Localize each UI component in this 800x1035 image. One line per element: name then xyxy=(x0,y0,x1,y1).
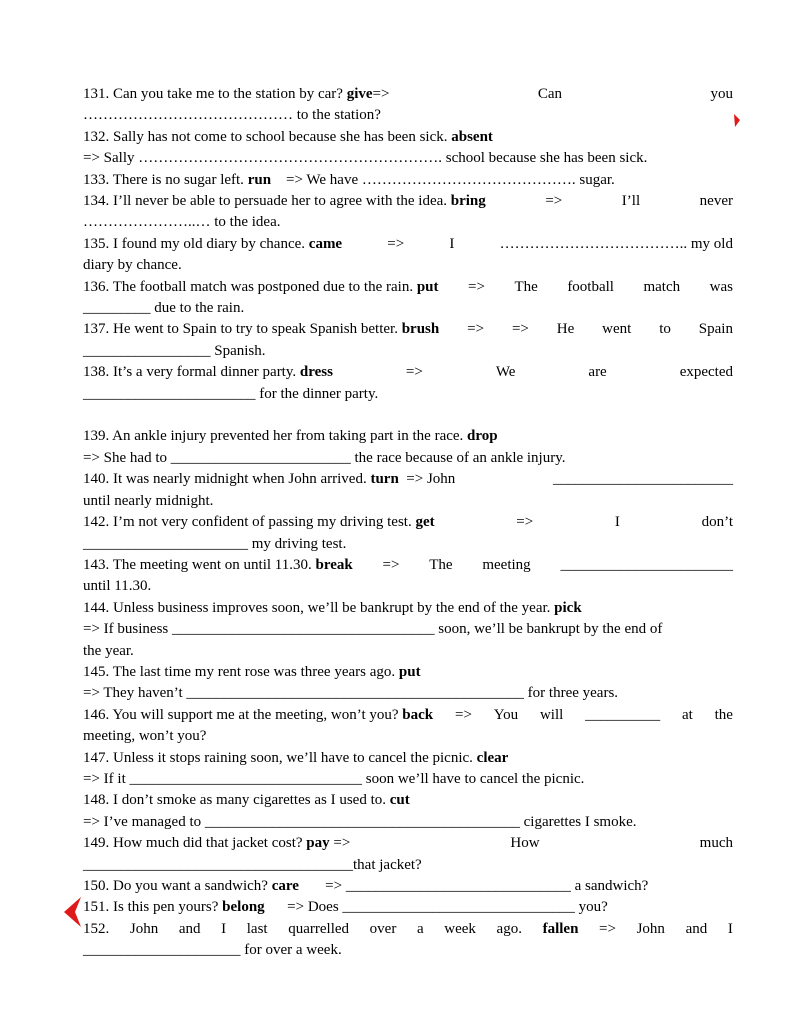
exercise-138 xyxy=(83,362,733,405)
answer-word: the xyxy=(714,706,733,723)
arrow: => xyxy=(454,706,472,723)
question-text: 148. I don’t smoke as many cigarettes as I used to. xyxy=(83,792,386,809)
keyword: pick xyxy=(554,599,582,616)
answer-word: The xyxy=(514,278,538,295)
keyword: back xyxy=(402,706,434,723)
exercise-140 xyxy=(83,469,733,512)
question-text: 133. There is no sugar left. xyxy=(83,171,244,188)
question-text: 147. Unless it stops raining soon, we’ll have to cancel the picnic. xyxy=(83,749,473,766)
question-text: 146. You will support me at the meeting, won’t you? xyxy=(83,706,399,723)
question-text: 144. Unless business improves soon, we’ll be bankrupt by the end of the year. xyxy=(83,599,551,616)
answer-blank: __________ xyxy=(585,706,661,723)
question-text: 143. The meeting went on until 11.30. xyxy=(83,556,312,573)
answer-line: => ______________________________ a sandwich? xyxy=(325,878,649,895)
answer-word: much xyxy=(699,835,733,852)
answer-blank: ________________________ xyxy=(553,471,733,488)
arrow: => xyxy=(372,86,390,102)
keyword: brush xyxy=(401,321,440,338)
question-text: 149. How much did that jacket cost? xyxy=(83,835,303,852)
answer-word: you xyxy=(710,86,733,102)
answer-word: at xyxy=(681,706,693,723)
arrow: => xyxy=(405,364,423,381)
answer-word: never xyxy=(699,193,733,210)
answer-line: _____________________ for over a week. xyxy=(83,942,342,959)
answer-word: went xyxy=(602,321,632,338)
keyword: run xyxy=(247,171,272,188)
exercise-136 xyxy=(83,277,733,320)
answer-word: match xyxy=(643,278,681,295)
answer-word: football xyxy=(567,278,614,295)
answer-word: expected xyxy=(679,364,733,381)
keyword: dress xyxy=(299,364,333,381)
answer-word: He xyxy=(556,321,575,338)
keyword: fallen xyxy=(542,920,579,937)
answer-line: => Sally ……………………………………………………. school because she has been sick. xyxy=(83,150,648,167)
answer-line: meeting, won’t you? xyxy=(83,728,207,745)
arrow: => xyxy=(467,321,485,338)
answer-line: _______________________ for the dinner party. xyxy=(83,385,379,402)
keyword: put xyxy=(398,663,421,680)
question-text: 139. An ankle injury prevented her from taking part in the race. xyxy=(83,428,464,445)
answer-word: The xyxy=(429,556,453,573)
exercise-146 xyxy=(83,705,733,748)
answer-line: ____________________________________that jacket? xyxy=(83,856,422,873)
answer-word: John xyxy=(636,920,665,937)
question-text: 151. Is this pen yours? xyxy=(83,899,219,916)
question-word: week xyxy=(444,920,476,937)
red-triangle-marker-icon xyxy=(733,114,741,128)
keyword: turn xyxy=(370,471,399,488)
keyword: belong xyxy=(222,899,265,916)
question-text: 135. I found my old diary by chance. xyxy=(83,235,306,252)
answer-line: => They haven’t _____________________________________________ for three years. xyxy=(83,685,619,702)
question-word: over xyxy=(369,920,397,937)
answer-line: until nearly midnight. xyxy=(83,492,214,509)
answer-word: was xyxy=(709,278,733,295)
answer-line: => If it _______________________________ soon we’ll have to cancel the picnic. xyxy=(83,770,585,787)
answer-word: and xyxy=(685,920,708,937)
keyword: clear xyxy=(476,749,509,766)
answer-line: => I’ve managed to __________________________________________ cigarettes I smoke. xyxy=(83,813,637,830)
answer-word: Spain xyxy=(698,321,733,338)
question-word: and xyxy=(178,920,201,937)
answer-word: meeting xyxy=(482,556,531,573)
answer-line: ______________________ my driving test. xyxy=(83,535,347,552)
question-text: 138. It’s a very formal dinner party. xyxy=(83,364,297,381)
question-word: I xyxy=(221,920,227,937)
exercise-139 xyxy=(83,426,733,469)
exercise-152 xyxy=(83,919,733,962)
answer-line: diary by chance. xyxy=(83,257,182,274)
exercise-144 xyxy=(83,598,733,662)
answer-word: ……………………………….. my old xyxy=(499,235,733,252)
arrow: => xyxy=(511,321,529,338)
question-text: 132. Sally has not come to school because she has been sick. xyxy=(83,128,448,145)
answer-line: …………………………………… to the station? xyxy=(83,107,381,124)
answer-blank: _______________________ xyxy=(560,556,733,573)
exercise-145 xyxy=(83,662,733,705)
answer-line: => Does _______________________________ you? xyxy=(287,899,608,916)
arrow: => xyxy=(333,835,351,852)
spacer xyxy=(83,405,733,426)
answer-word: Can xyxy=(537,86,563,102)
red-chevron-marker-icon xyxy=(64,897,82,927)
exercise-142 xyxy=(83,512,733,555)
exercise-page xyxy=(83,84,733,962)
answer-line: until 11.30. xyxy=(83,578,152,595)
arrow: => xyxy=(468,278,485,295)
arrow: => xyxy=(387,235,405,252)
exercise-132 xyxy=(83,127,733,170)
answer-line: => She had to ________________________ the race because of an ankle injury. xyxy=(83,449,566,466)
answer-word: don’t xyxy=(701,514,733,531)
exercise-149 xyxy=(83,833,733,876)
answer-word: will xyxy=(539,706,564,723)
exercise-137 xyxy=(83,319,733,362)
question-word: last xyxy=(246,920,268,937)
answer-line: …………………..… to the idea. xyxy=(83,214,281,231)
keyword: get xyxy=(415,514,435,531)
keyword: give xyxy=(346,86,373,102)
arrow: => xyxy=(599,920,616,937)
answer-line: => If business ___________________________________ soon, we’ll be bankrupt by the end of xyxy=(83,621,663,638)
keyword: pay xyxy=(306,835,330,852)
keyword: absent xyxy=(451,128,493,145)
exercise-143 xyxy=(83,555,733,598)
answer-line: _________________ Spanish. xyxy=(83,342,266,359)
exercise-131 xyxy=(83,84,733,127)
question-text: 134. I’ll never be able to persuade her to agree with the idea. xyxy=(83,193,448,210)
answer-word: I xyxy=(727,920,733,937)
exercise-151 xyxy=(83,897,733,918)
answer-word: I xyxy=(614,514,620,531)
keyword: bring xyxy=(450,193,486,210)
keyword: came xyxy=(308,235,343,252)
arrow: => xyxy=(382,556,400,573)
keyword: cut xyxy=(389,792,410,809)
answer-word: I xyxy=(449,235,455,252)
exercise-148 xyxy=(83,790,733,833)
question-text: 131. Can you take me to the station by car? xyxy=(83,86,343,102)
exercise-134 xyxy=(83,191,733,234)
answer-word: to xyxy=(659,321,671,338)
answer-word: are xyxy=(588,364,607,381)
arrow: => xyxy=(545,193,563,210)
answer-line: => We have ……………………………………. sugar. xyxy=(286,171,615,188)
answer-word: We xyxy=(495,364,516,381)
keyword: break xyxy=(315,556,353,573)
question-text: 140. It was nearly midnight when John arrived. xyxy=(83,471,367,488)
keyword: put xyxy=(416,278,439,295)
question-word: quarrelled xyxy=(288,920,350,937)
question-word: John xyxy=(129,920,159,937)
question-word: a xyxy=(416,920,424,937)
question-text: 150. Do you want a sandwich? xyxy=(83,878,268,895)
question-text: 136. The football match was postponed due to the rain. xyxy=(83,278,414,295)
question-text: 142. I’m not very confident of passing my driving test. xyxy=(83,514,412,531)
exercise-135 xyxy=(83,234,733,277)
arrow: => xyxy=(516,514,534,531)
keyword: drop xyxy=(467,428,498,445)
keyword: care xyxy=(271,878,299,895)
exercise-147 xyxy=(83,748,733,791)
exercise-133 xyxy=(83,170,733,191)
question-word: ago. xyxy=(496,920,522,937)
answer-word: I’ll xyxy=(621,193,641,210)
exercise-150 xyxy=(83,876,733,897)
question-text: 145. The last time my rent rose was three years ago. xyxy=(83,663,396,680)
question-text: 137. He went to Spain to try to speak Spanish better. xyxy=(83,321,398,338)
answer-word: You xyxy=(493,706,519,723)
answer-line: _________ due to the rain. xyxy=(83,300,245,317)
question-number: 152. xyxy=(83,920,110,937)
answer-word: How xyxy=(510,835,540,852)
arrow: => John xyxy=(406,471,456,488)
answer-line: the year. xyxy=(83,642,134,659)
